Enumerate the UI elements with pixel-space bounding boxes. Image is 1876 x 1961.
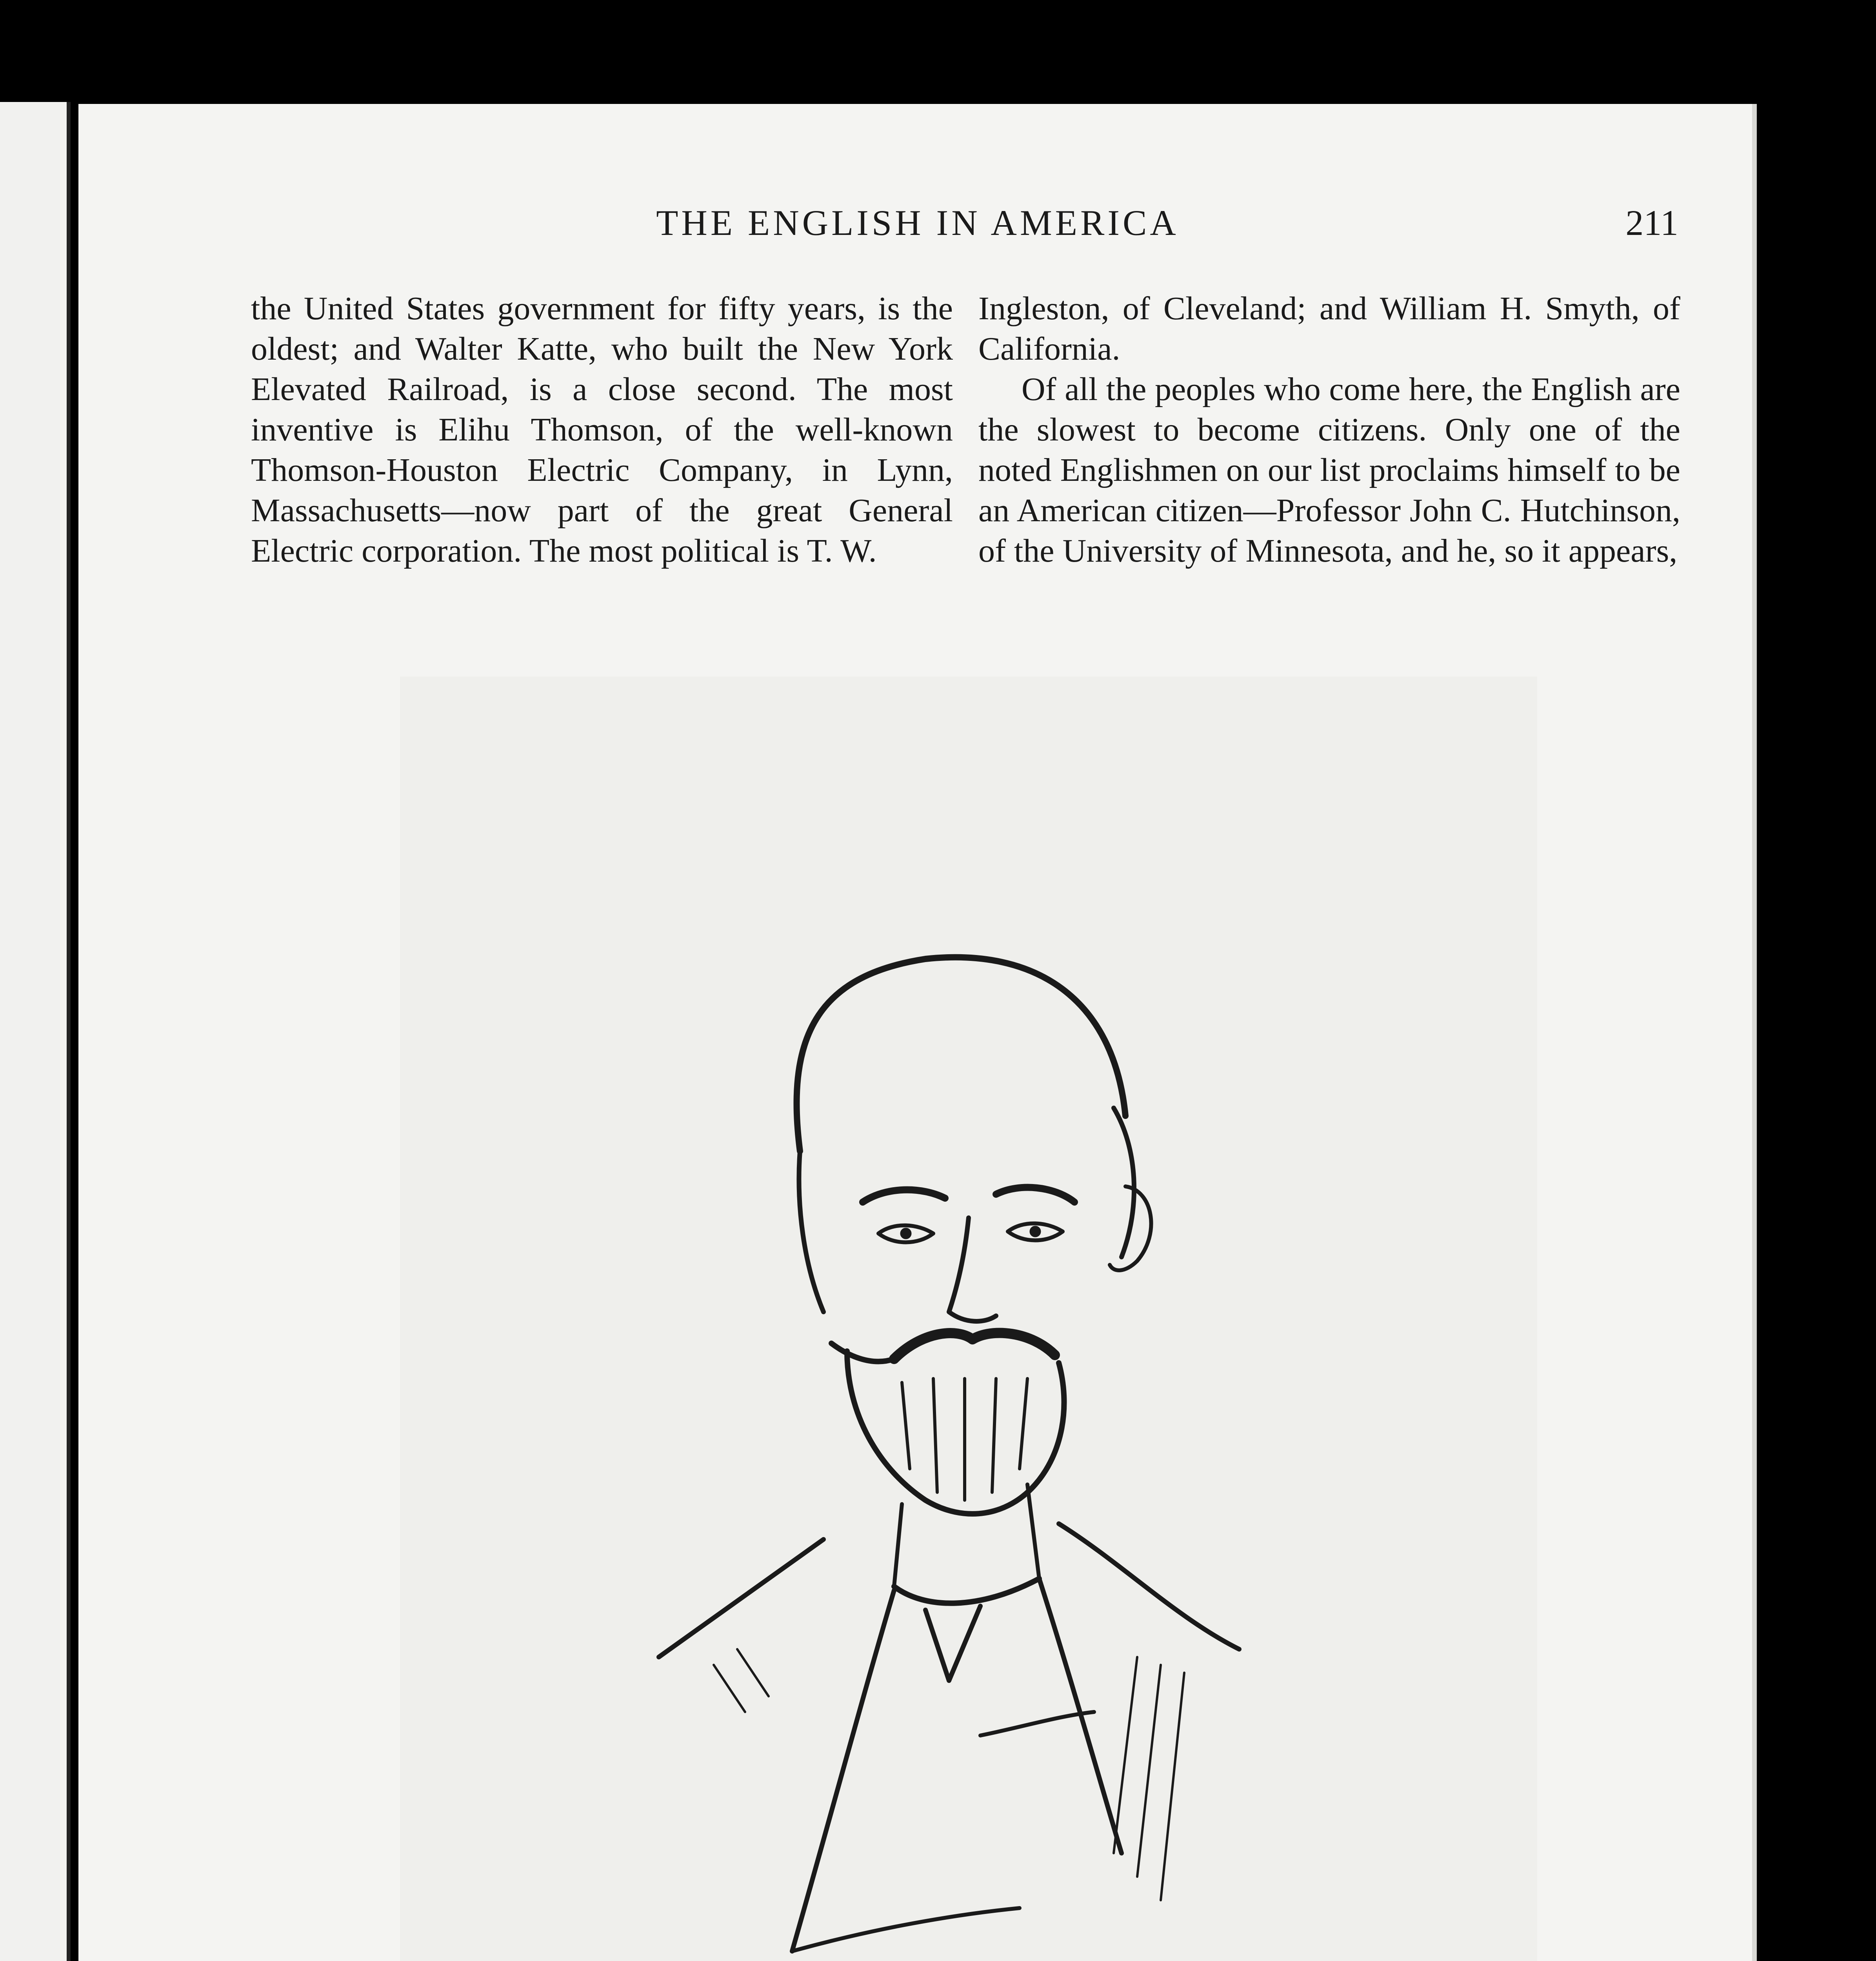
paragraph: the United States government for fifty years, is the oldest; and Walter Katte, who built the New York Elevated Railroad, is a close second. The most inventive is Elihu Thomson, of the well-known Thomson-Houston Electric Company, in Lynn, Massachusetts—now part of the great General Electric corporation. The most political is T. W. [251,290,953,569]
page-number: 211 [1625,203,1678,243]
running-title: THE ENGLISH IN AMERICA [656,203,1179,243]
left-page-edge [0,102,71,1961]
portrait-illustration [400,677,1537,1961]
paragraph: Ingleston, of Cleveland; and William H. Smyth, of California. [978,290,1680,367]
page [78,104,1757,1961]
running-head [78,202,1757,245]
portrait-drawing [549,677,1333,1961]
column-top-left [251,288,953,571]
column-top-right [978,288,1680,571]
paragraph: Of all the peoples who come here, the English are the slowest to become citizens. Only one of the noted Englishmen on our list proclaims himself to be an American citizen—Professor John C. Hutchinson, of the University of Minnesota, and he, so it appears, [978,371,1680,569]
